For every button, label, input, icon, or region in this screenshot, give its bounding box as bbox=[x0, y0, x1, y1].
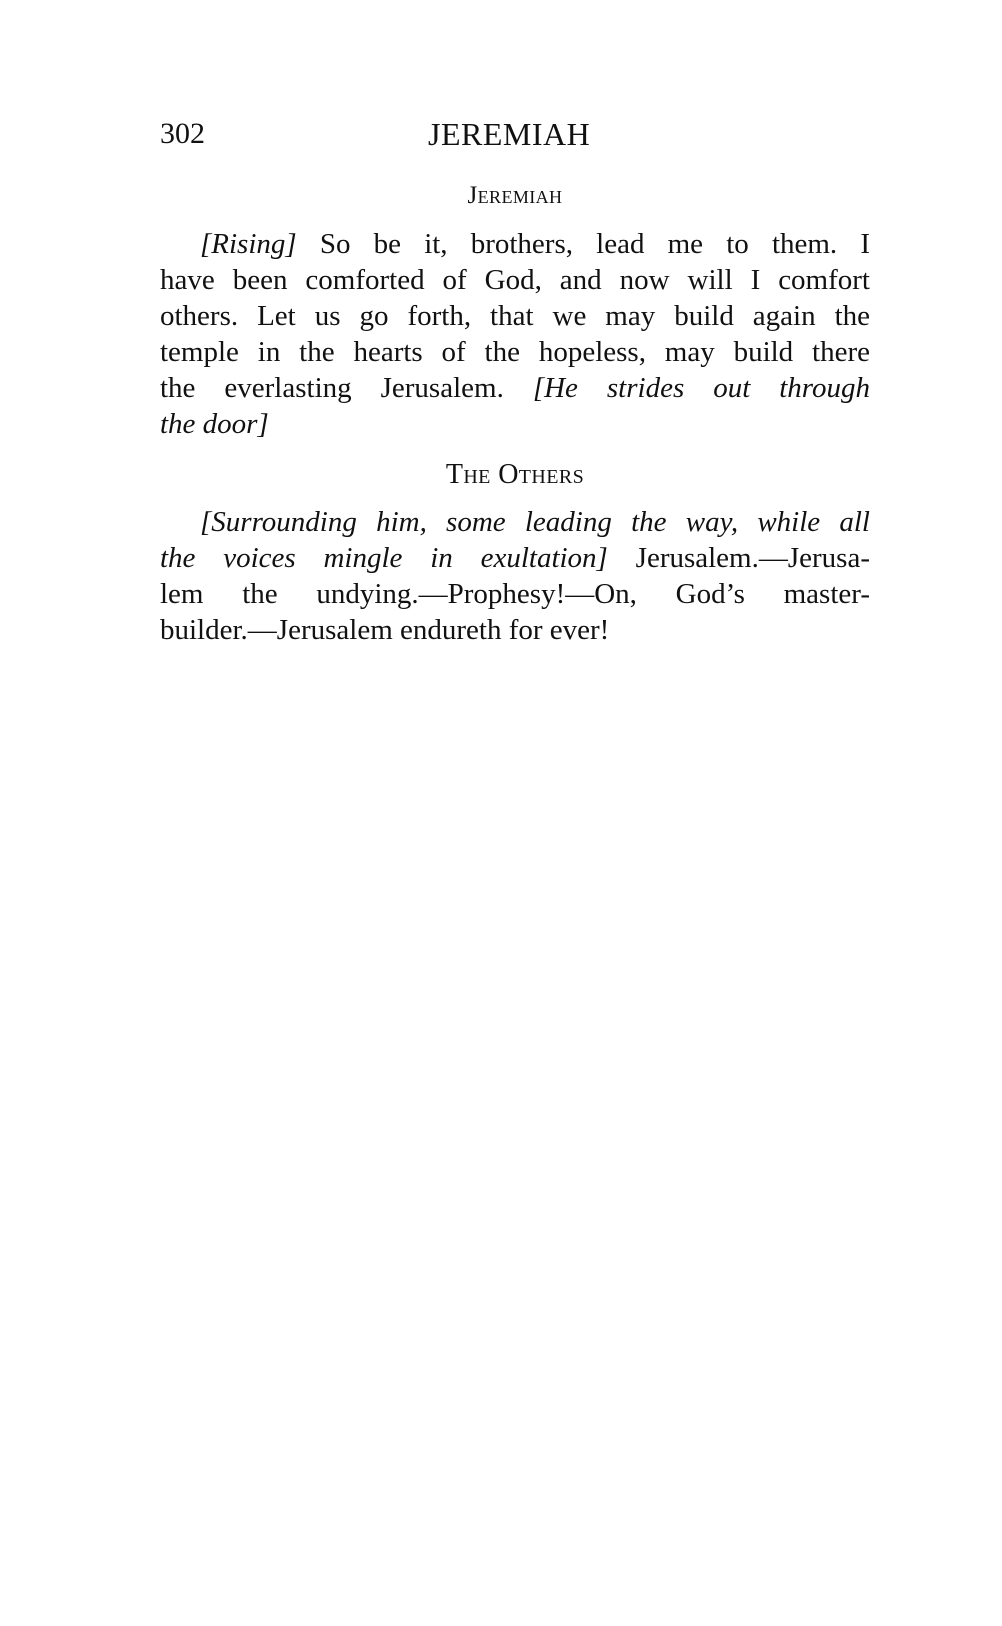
speech-line: have been comforted of God, and now will I comfort bbox=[160, 264, 870, 296]
stage-direction: [Surrounding him, some leading the way, while all bbox=[200, 506, 870, 538]
speech-line: temple in the hearts of the hopeless, may build there bbox=[160, 336, 870, 368]
stage-direction: [He strides out through bbox=[532, 372, 870, 404]
speech-the-others bbox=[160, 504, 870, 648]
speech-line: builder.—Jerusalem endureth for ever! bbox=[160, 614, 610, 646]
speech-line bbox=[160, 540, 870, 576]
speaker-name-jeremiah: Jeremiah bbox=[467, 182, 563, 209]
speech-line bbox=[160, 226, 870, 262]
stage-direction: the voices mingle in exultation] bbox=[160, 542, 608, 574]
speaker-name-the-others: The Others bbox=[445, 459, 585, 490]
stage-direction: the door] bbox=[160, 408, 269, 440]
speech-line bbox=[160, 370, 870, 406]
speech-jeremiah bbox=[160, 226, 870, 442]
speech-text: the everlasting Jerusalem. bbox=[160, 372, 504, 404]
speech-text: So be it, brothers, lead me to them. I bbox=[319, 228, 870, 260]
speech-line: others. Let us go forth, that we may build again the bbox=[160, 300, 870, 332]
speech-line: lem the undying.—Prophesy!—On, God’s master- bbox=[160, 578, 870, 610]
running-title: JEREMIAH bbox=[428, 116, 591, 152]
speech-text: Jerusalem.—Jerusa- bbox=[635, 542, 870, 574]
stage-direction: [Rising] bbox=[200, 228, 297, 260]
page-number: 302 bbox=[160, 117, 205, 150]
running-head bbox=[160, 112, 870, 156]
